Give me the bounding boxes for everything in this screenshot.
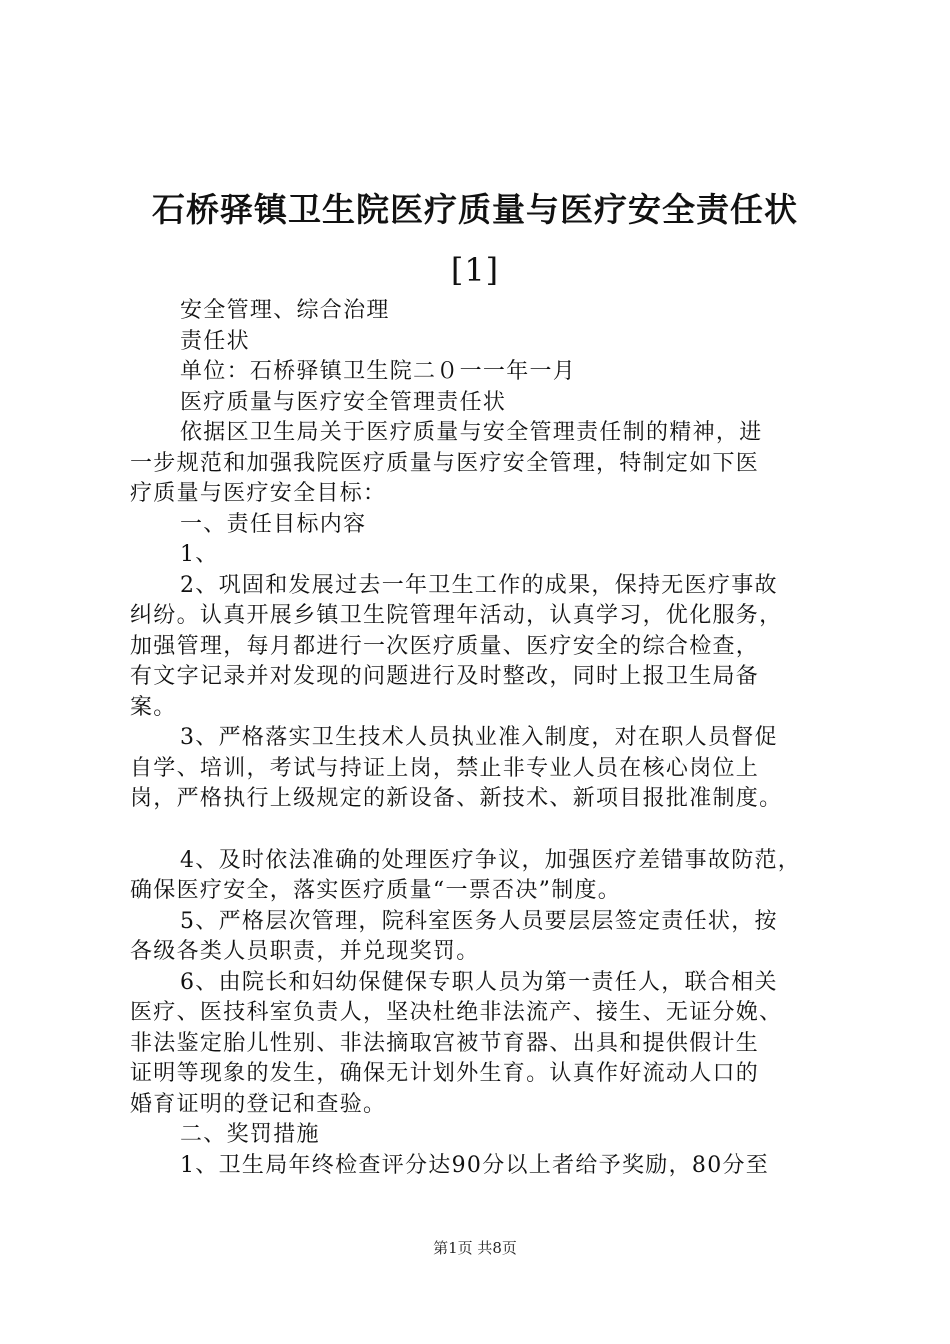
text-line: 一、责任目标内容 bbox=[180, 511, 367, 537]
text-line: 自学、培训，考试与持证上岗，禁止非专业人员在核心岗位上 bbox=[130, 755, 760, 781]
text-line: 3、严格落实卫生技术人员执业准入制度，对在职人员督促 bbox=[180, 725, 778, 750]
text-line: 2、巩固和发展过去一年卫生工作的成果，保持无医疗事故 bbox=[180, 572, 778, 598]
text-line: 4、及时依法准确的处理医疗争议，加强医疗差错事故防范， bbox=[180, 847, 802, 873]
text-line: 岗，严格执行上级规定的新设备、新技术、新项目报批准制度。 bbox=[130, 786, 783, 811]
text-line: 医疗质量与医疗安全管理责任状 bbox=[180, 389, 507, 415]
text-line: 疗质量与医疗安全目标： bbox=[130, 481, 387, 506]
page-footer: 第1页 共8页 bbox=[433, 1239, 517, 1257]
text-line: 6、由院长和妇幼保健保专职人员为第一责任人，联合相关 bbox=[180, 969, 778, 995]
text-line: 单位：石桥驿镇卫生院二０一一年一月 bbox=[180, 359, 577, 384]
text-line: 一步规范和加强我院医疗质量与医疗安全管理，特制定如下医 bbox=[130, 450, 760, 476]
text-line: 安全管理、综合治理 bbox=[180, 298, 390, 323]
document-body bbox=[130, 296, 835, 1181]
text-line: 各级各类人员职责，并兑现奖罚。 bbox=[130, 939, 480, 964]
document-title-suffix: [1] bbox=[450, 251, 500, 289]
text-line: 依据区卫生局关于医疗质量与安全管理责任制的精神，进 bbox=[180, 420, 763, 445]
text-line: 1、卫生局年终检查评分达90分以上者给予奖励，80分至 bbox=[180, 1152, 770, 1178]
text-line: 二、奖罚措施 bbox=[180, 1122, 320, 1147]
paragraph-gap bbox=[130, 815, 835, 846]
document-title: 石桥驿镇卫生院医疗质量与医疗安全责任状 bbox=[152, 190, 798, 229]
text-line: 加强管理，每月都进行一次医疗质量、医疗安全的综合检查， bbox=[130, 633, 760, 659]
text-line: 5、严格层次管理，院科室医务人员要层层签定责任状，按 bbox=[180, 908, 778, 934]
text-line: 纠纷。认真开展乡镇卫生院管理年活动，认真学习，优化服务， bbox=[130, 603, 783, 628]
text-line: 1、 bbox=[180, 542, 219, 567]
text-line: 婚育证明的登记和查验。 bbox=[130, 1091, 387, 1117]
text-line: 责任状 bbox=[180, 328, 250, 354]
text-line: 非法鉴定胎儿性别、非法摘取宫被节育器、出具和提供假计生 bbox=[130, 1030, 760, 1056]
text-line: 医疗、医技科室负责人，坚决杜绝非法流产、接生、无证分娩、 bbox=[130, 1000, 783, 1025]
text-line: 案。 bbox=[130, 694, 177, 720]
text-line: 证明等现象的发生，确保无计划外生育。认真作好流动人口的 bbox=[130, 1061, 760, 1086]
text-line: 确保医疗安全，落实医疗质量“一票否决”制度。 bbox=[130, 878, 622, 903]
text-line: 有文字记录并对发现的问题进行及时整改，同时上报卫生局备 bbox=[130, 664, 760, 689]
